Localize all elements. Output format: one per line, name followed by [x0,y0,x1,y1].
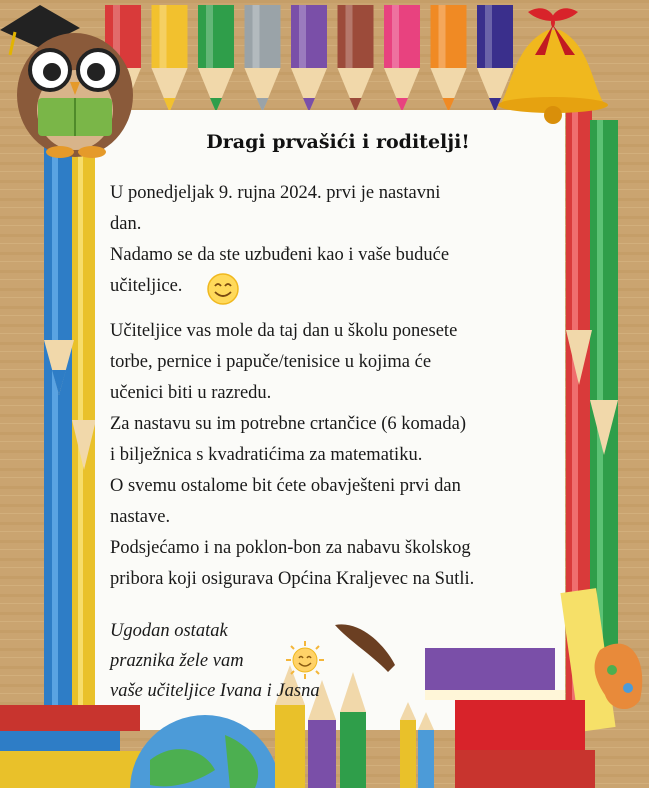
closing-line: Ugodan ostatak [110,621,228,641]
paragraph-instructions [110,316,572,595]
instruction-line: Za nastavu su im potrebne crtančice (6 komada) [110,414,466,434]
instruction-line: nastave. [110,507,171,527]
intro-line: učiteljice. [110,276,183,296]
instruction-line: O svemu ostalome bit ćete obavješteni prvi dan [110,476,461,496]
smiling-face-icon [205,272,241,306]
letter-title: Dragi prvašići i roditelji! [206,131,470,153]
instruction-line: i bilježnica s kvadratićima za matematiku. [110,445,423,465]
intro-line: Nadamo se da ste uzbuđeni kao i vaše buduće [110,245,450,265]
instruction-line: Podsjećamo i na poklon-bon za nabavu školskog [110,538,471,558]
instruction-line: torbe, pernice i papuče/tenisice u kojima će [110,352,432,372]
intro-line: U ponedjeljak 9. rujna 2024. prvi je nastavni [110,183,441,203]
paragraph-intro [110,178,572,302]
closing-line: vaše učiteljice Ivana i Jasna [110,681,320,701]
intro-line: dan. [110,214,142,234]
instruction-line: učenici biti u razredu. [110,383,272,403]
closing-line: praznika žele vam [110,651,244,671]
sun-icon [284,640,326,680]
instruction-line: pribora koji osigurava Općina Kraljevec na Sutli. [110,569,475,589]
instruction-line: Učiteljice vas mole da taj dan u školu ponesete [110,321,458,341]
